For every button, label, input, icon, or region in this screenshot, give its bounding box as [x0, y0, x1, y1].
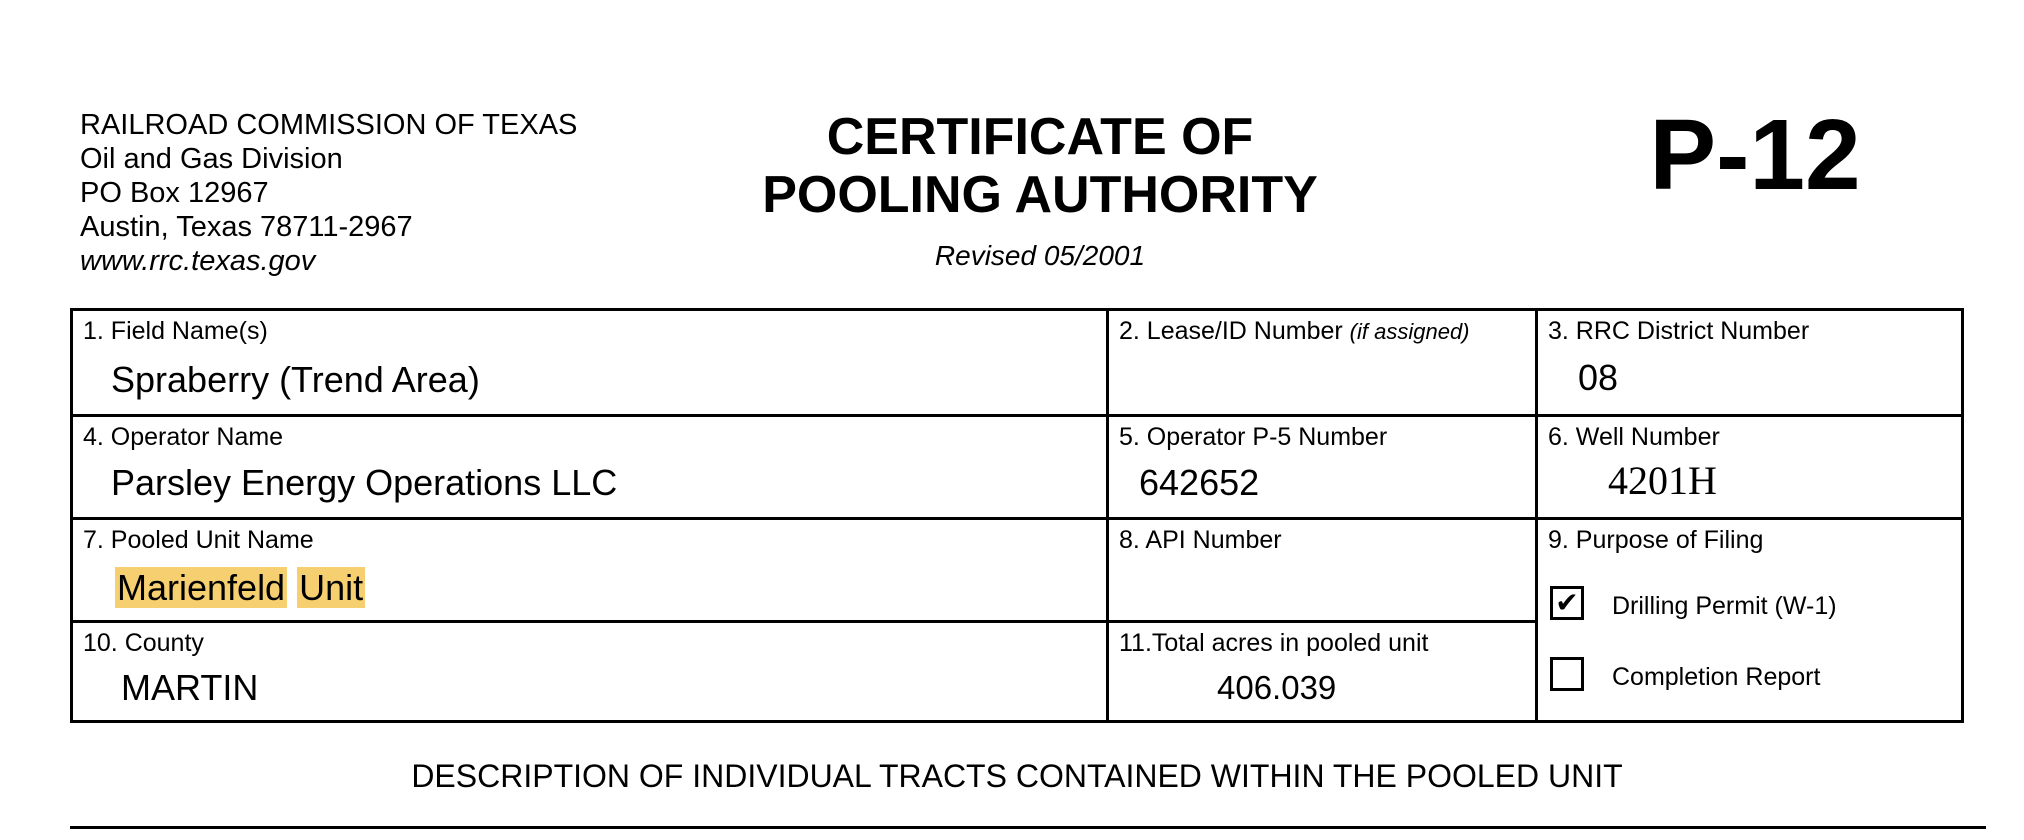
field-9-cell	[1535, 517, 1961, 720]
field-10-label: 10. County	[83, 629, 204, 657]
field-2-label-text: 2. Lease/ID Number	[1119, 317, 1350, 345]
field-3-label: 3. RRC District Number	[1548, 317, 1810, 345]
field-11-label: 11.Total acres in pooled unit	[1119, 629, 1429, 657]
field-7-label: 7. Pooled Unit Name	[83, 526, 314, 554]
title-line-2: POOLING AUTHORITY	[762, 166, 1318, 224]
field-5-label: 5. Operator P-5 Number	[1119, 423, 1388, 451]
field-2-label-note: (if assigned)	[1349, 319, 1470, 344]
division-name: Oil and Gas Division	[80, 143, 343, 175]
website-link[interactable]: www.rrc.texas.gov	[80, 245, 316, 277]
pooled-unit-name-part-1: Marienfeld	[117, 567, 286, 608]
operator-name-value[interactable]: Parsley Energy Operations LLC	[111, 462, 618, 503]
completion-report-checkbox[interactable]	[1550, 657, 1584, 691]
field-6-cell	[1535, 414, 1961, 517]
field-8-cell	[1106, 517, 1535, 620]
field-10-cell	[73, 620, 1106, 720]
field-name-value[interactable]: Spraberry (Trend Area)	[111, 359, 480, 400]
field-4-label: 4. Operator Name	[83, 423, 284, 451]
pooled-unit-name-part-2: Unit	[299, 567, 364, 608]
agency-address-block	[80, 108, 577, 278]
drilling-permit-checkbox[interactable]: ✔	[1550, 586, 1584, 620]
field-4-cell	[73, 414, 1106, 517]
field-8-label: 8. API Number	[1119, 526, 1282, 554]
form-grid	[70, 308, 1964, 723]
county-value[interactable]: MARTIN	[121, 667, 259, 708]
form-number: P-12	[1649, 99, 1861, 211]
operator-p5-value[interactable]: 642652	[1139, 462, 1260, 503]
agency-name: RAILROAD COMMISSION OF TEXAS	[80, 109, 578, 141]
district-number-value[interactable]: 08	[1578, 357, 1619, 398]
revision-date: Revised 05/2001	[934, 240, 1146, 271]
field-11-cell	[1106, 620, 1535, 720]
city-state-zip: Austin, Texas 78711-2967	[80, 211, 413, 243]
field-2-label	[1119, 317, 1470, 346]
completion-report-label: Completion Report	[1612, 663, 1821, 691]
field-1-label: 1. Field Name(s)	[83, 317, 268, 345]
field-5-cell	[1106, 414, 1535, 517]
title-line-1: CERTIFICATE OF	[826, 108, 1254, 166]
field-6-label: 6. Well Number	[1548, 423, 1720, 451]
drilling-permit-label: Drilling Permit (W-1)	[1612, 592, 1837, 620]
section-divider	[70, 826, 1986, 829]
well-number-value[interactable]: 4201H	[1608, 458, 1717, 503]
field-7-cell	[73, 517, 1106, 620]
field-1-cell	[73, 311, 1106, 414]
field-3-cell	[1535, 311, 1961, 414]
po-box: PO Box 12967	[80, 177, 269, 209]
pooled-unit-name-value[interactable]	[115, 567, 365, 609]
field-9-label: 9. Purpose of Filing	[1548, 526, 1764, 554]
form-title	[740, 108, 1340, 224]
total-acres-value[interactable]: 406.039	[1217, 669, 1337, 706]
section-heading: DESCRIPTION OF INDIVIDUAL TRACTS CONTAINED WITHIN THE POOLED UNIT	[411, 758, 1623, 794]
field-2-cell	[1106, 311, 1535, 414]
